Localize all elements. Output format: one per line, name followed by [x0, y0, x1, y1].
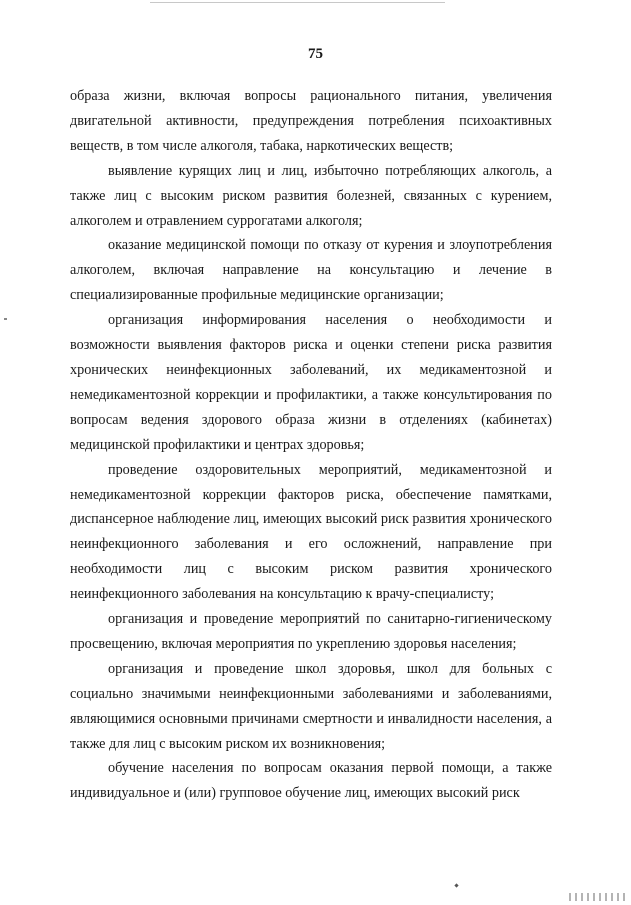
page-number: 75	[308, 46, 323, 62]
paragraph: образа жизни, включая вопросы рационального питания, увеличения двигательной активности, предупреждения потребления психоактивных веществ, в том числе алкоголя, табака, наркотических веществ;	[70, 88, 552, 154]
scan-artifact-tick	[454, 883, 458, 887]
paragraph: организация информирования населения о необходимости и возможности выявления факторов риска и оценки степени риска развития хронических неинфекционных заболеваний, их медикаментозной и немедикаментозной коррекции и профилактики, а также консультирования по вопросам ведения здорового образа жизни в отделениях (кабинетах) медицинской профилактики и центрах здоровья;	[70, 312, 552, 453]
paragraph: проведение оздоровительных мероприятий, медикаментозной и немедикаментозной коррекции факторов риска, обеспечение памятками, диспансерное наблюдение лиц, имеющих высокий риск развития хронического неинфекционного заболевания и его осложнений, направление при необходимости лиц с высоким риском развития хронического неинфекционного заболевания на консультацию к врачу-специалисту;	[70, 461, 552, 603]
paragraph: выявление курящих лиц и лиц, избыточно потребляющих алкоголь, а также лиц с высоким риском развития болезней, связанных с курением, алкоголем и отравлением суррогатами алкоголя;	[70, 162, 552, 229]
top-border-line	[150, 2, 445, 3]
scan-artifact-mark	[4, 318, 7, 320]
document-body	[70, 84, 552, 806]
scan-artifact-corner	[569, 893, 625, 901]
paragraph: оказание медицинской помощи по отказу от курения и злоупотребления алкоголем, включая направление на консультацию и лечение в специализированные профильные медицинские организации;	[70, 237, 552, 304]
paragraph: организация и проведение мероприятий по санитарно-гигиеническому просвещению, включая мероприятия по укреплению здоровья населения;	[70, 611, 552, 652]
paragraph: обучение населения по вопросам оказания первой помощи, а также индивидуальное и (или) групповое обучение лиц, имеющих высокий риск	[70, 760, 552, 802]
paragraph: организация и проведение школ здоровья, школ для больных с социально значимыми неинфекционными заболеваниями и заболеваниями, являющимися основными причинами смертности и инвалидности населения, а также для лиц с высоким риском их возникновения;	[70, 660, 552, 752]
